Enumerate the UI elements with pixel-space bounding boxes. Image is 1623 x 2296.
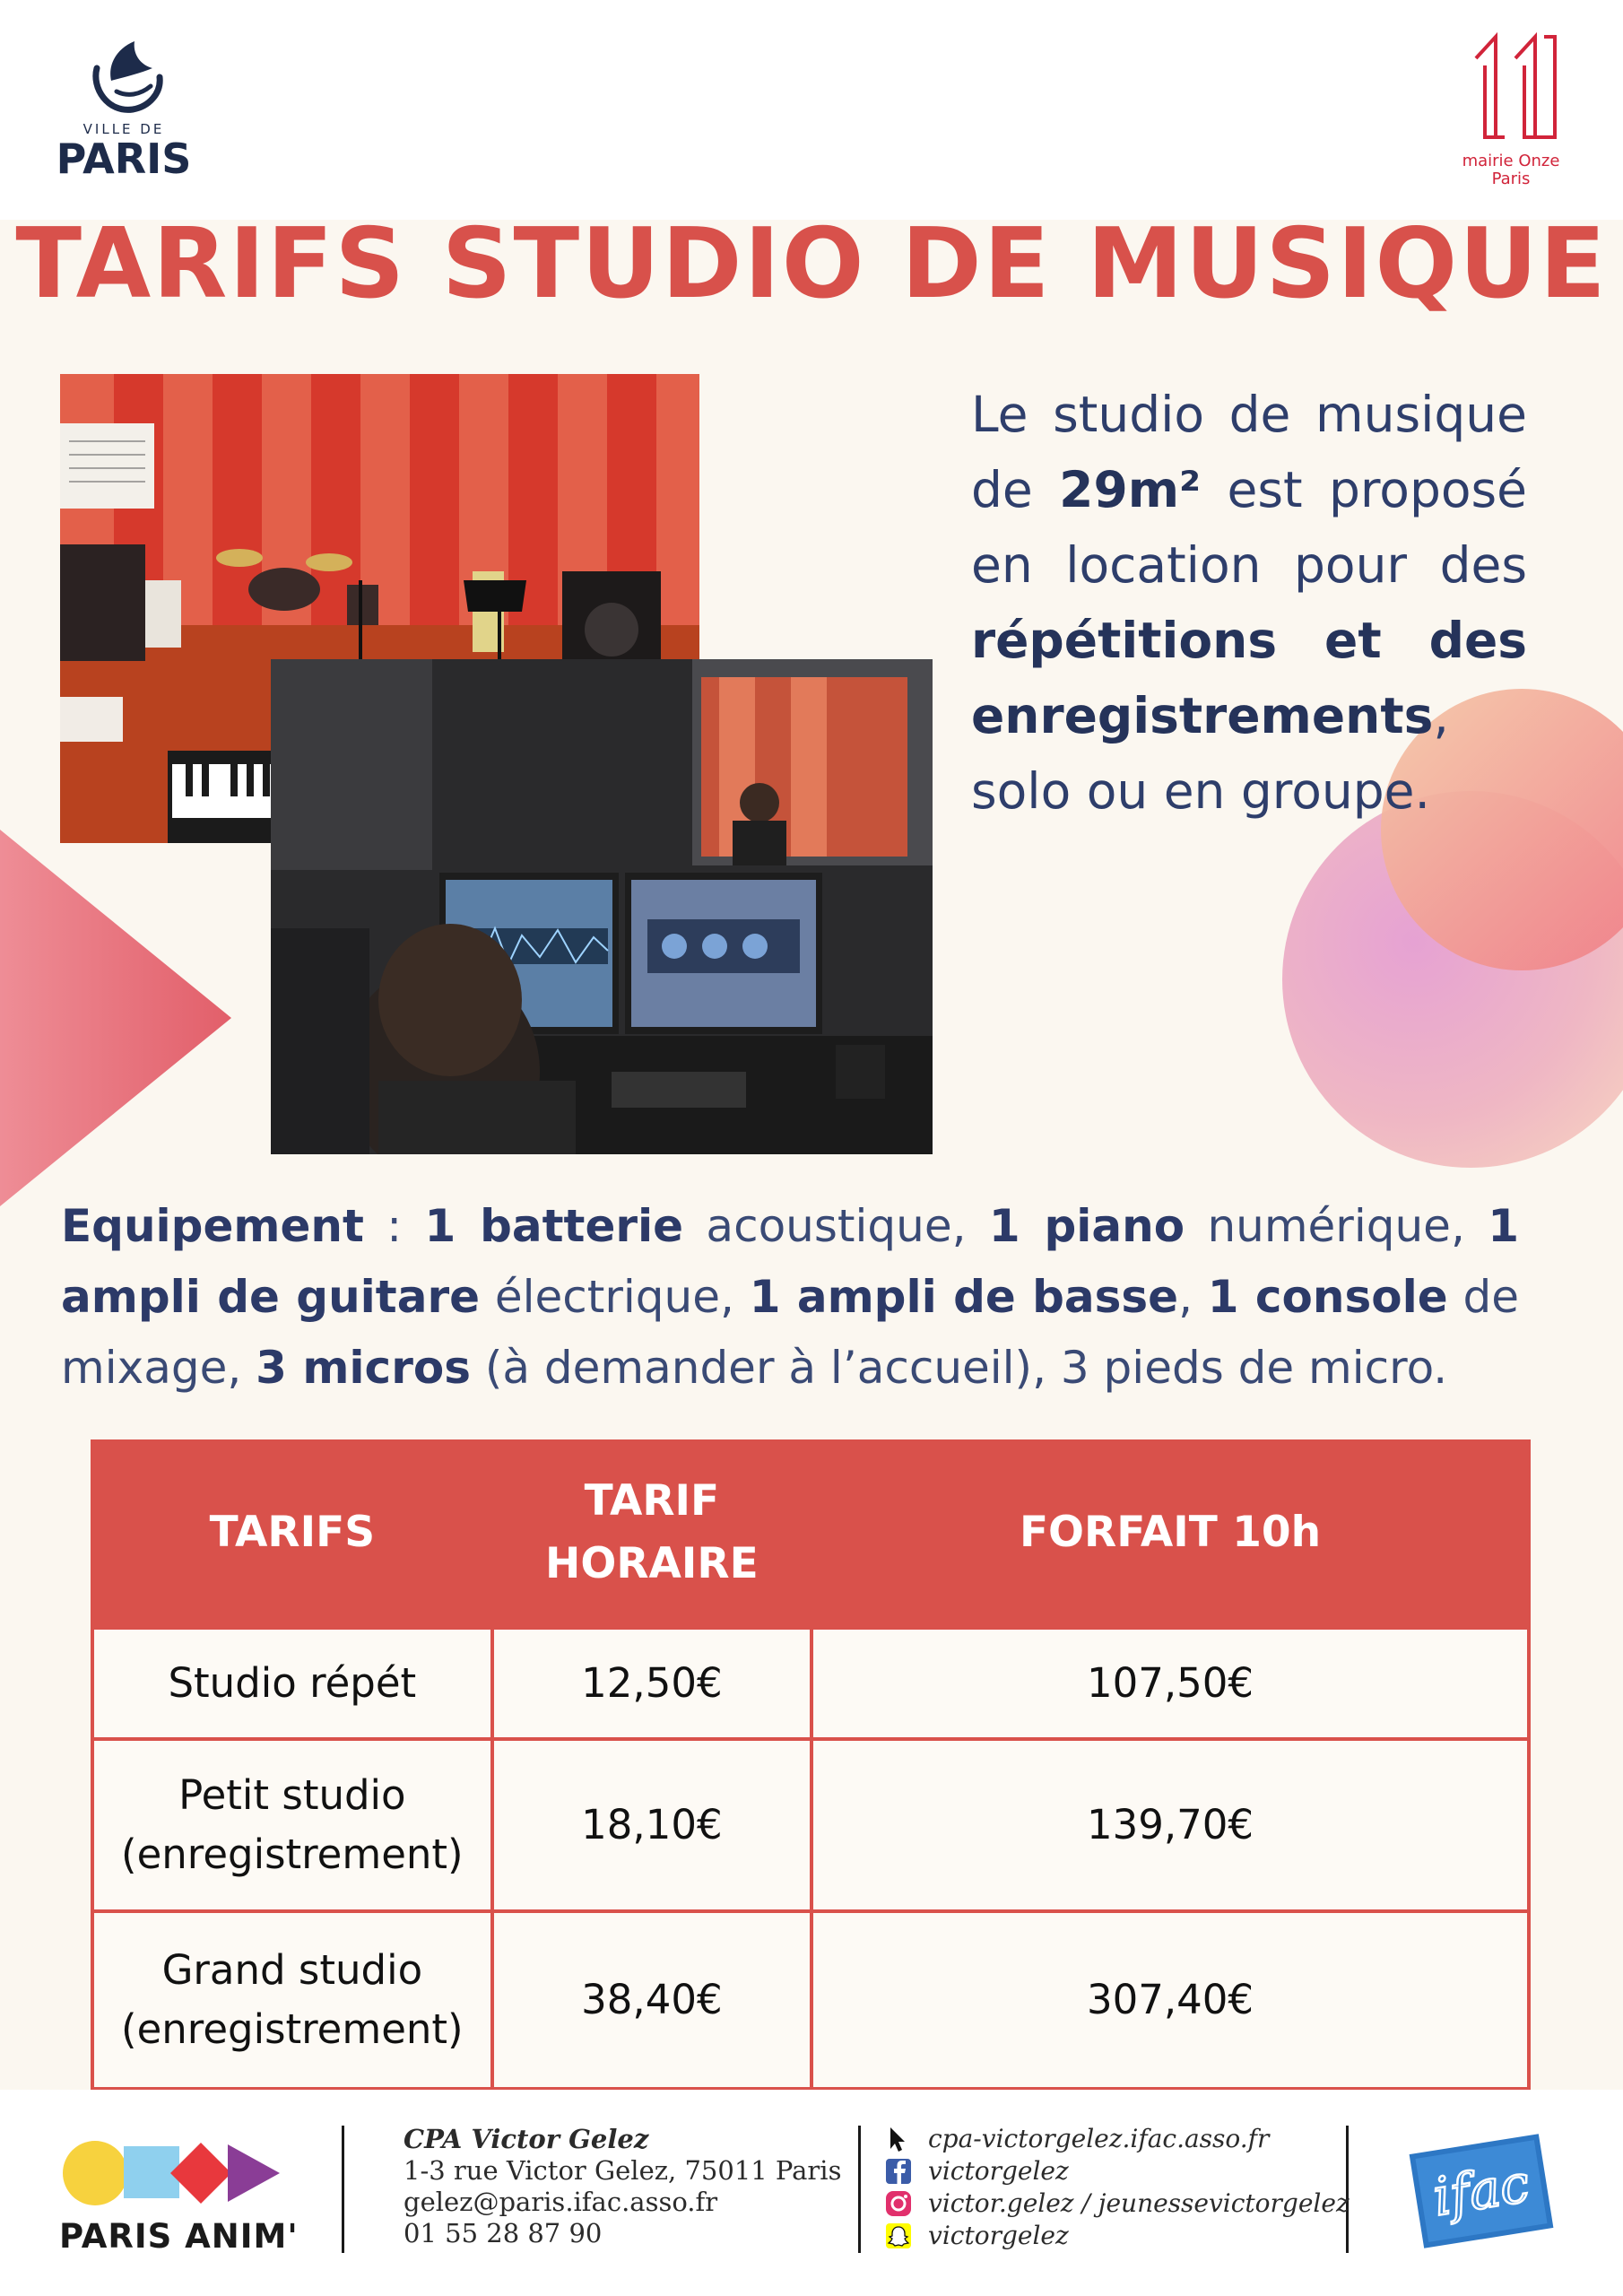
intro-text-1: Le studio de musique de: [971, 386, 1527, 518]
equipment-heading: Equipement: [61, 1200, 364, 1252]
equipment-text: acoustique,: [683, 1200, 989, 1252]
table-row: [92, 1911, 1529, 2089]
phone-number: 01 55 28 87 90: [404, 2218, 603, 2248]
paris-label: PARIS: [56, 135, 192, 183]
table-header-cell: TARIF HORAIRE: [492, 1439, 812, 1628]
divider: [342, 2126, 344, 2253]
contact-block: [404, 2124, 841, 2249]
table-header-cell: FORFAIT 10h: [812, 1439, 1529, 1628]
equipment-item: 1 piano: [988, 1200, 1185, 1252]
equipment-item: 1 ampli de basse: [749, 1271, 1179, 1323]
paris-anim-label: PARIS ANIM': [59, 2217, 299, 2256]
instagram-text: victor.gelez / jeunessevictorgelez: [928, 2188, 1350, 2218]
equipment-item: 1 batterie: [424, 1200, 684, 1252]
snapchat-link[interactable]: [883, 2220, 1350, 2252]
recording-studio-photo: [271, 659, 933, 1154]
ifac-logo: [1405, 2133, 1558, 2249]
instagram-link[interactable]: [883, 2187, 1350, 2220]
equipment-text: de mixage,: [61, 1271, 1519, 1394]
ifac-logo-text: ifac: [1428, 2152, 1534, 2228]
email-link[interactable]: gelez@paris.ifac.asso.fr: [404, 2187, 718, 2217]
left-triangle-shape: [0, 830, 231, 1206]
equipment-paragraph: [61, 1191, 1519, 1404]
mairie-onze-label: mairie Onze Paris: [1462, 152, 1560, 188]
table-cell: 12,50€: [492, 1628, 812, 1739]
pricing-table: [91, 1439, 1531, 2091]
divider: [858, 2126, 861, 2253]
cursor-icon: [883, 2126, 914, 2152]
equipment-item: 1 console: [1207, 1271, 1448, 1323]
table-cell: 139,70€: [812, 1739, 1529, 1911]
equipment-text: numérique,: [1185, 1200, 1488, 1252]
table-row: [92, 1739, 1529, 1911]
equipment-text: :: [363, 1200, 425, 1252]
instagram-icon: [883, 2190, 914, 2217]
intro-text-3: , solo ou en groupe.: [971, 687, 1449, 820]
ville-de-label: VILLE DE: [82, 121, 165, 137]
page-title: TARIFS STUDIO DE MUSIQUE: [15, 208, 1608, 320]
intro-paragraph: [971, 377, 1527, 829]
address: 1-3 rue Victor Gelez, 75011 Paris: [404, 2155, 842, 2186]
table-header-row: [92, 1439, 1529, 1628]
intro-emphasis: répétitions et des enregistrements: [971, 612, 1527, 744]
equipment-item: 3 micros: [256, 1342, 471, 1394]
facebook-text: victorgelez: [928, 2156, 1069, 2186]
snapchat-icon: [883, 2222, 914, 2249]
mairie-onze-logo: [1444, 31, 1578, 188]
table-cell: 107,50€: [812, 1628, 1529, 1739]
table-row: [92, 1628, 1529, 1739]
facebook-link[interactable]: [883, 2155, 1350, 2187]
table-cell: Grand studio (enregistrement): [92, 1911, 492, 2089]
equipment-text: (à demander à l’accueil), 3 pieds de micro.: [470, 1342, 1448, 1394]
table-cell: 38,40€: [492, 1911, 812, 2089]
studio-size: 29m²: [1059, 461, 1202, 518]
table-cell: 307,40€: [812, 1911, 1529, 2089]
table-header-cell: TARIFS: [92, 1439, 492, 1628]
table-cell: 18,10€: [492, 1739, 812, 1911]
intro-text-2: est proposé en location pour des: [971, 461, 1528, 594]
facebook-icon: [883, 2158, 914, 2185]
table-cell: Studio répét: [92, 1628, 492, 1739]
ship-emblem-icon: [81, 38, 167, 118]
cpa-name: CPA Victor Gelez: [404, 2124, 649, 2154]
equipment-text: ,: [1178, 1271, 1208, 1323]
snapchat-text: victorgelez: [928, 2221, 1069, 2250]
social-links: [883, 2123, 1350, 2252]
ville-de-paris-logo: [43, 34, 204, 187]
paris-anim-logo: [59, 2137, 292, 2209]
equipment-item: 1 ampli de guitare: [61, 1200, 1519, 1323]
equipment-text: électrique,: [480, 1271, 750, 1323]
eleven-emblem-icon: [1469, 31, 1558, 144]
website-text: cpa-victorgelez.ifac.asso.fr: [928, 2124, 1270, 2153]
table-cell: Petit studio (enregistrement): [92, 1739, 492, 1911]
header-bar: [0, 0, 1623, 220]
website-link[interactable]: [883, 2123, 1350, 2155]
